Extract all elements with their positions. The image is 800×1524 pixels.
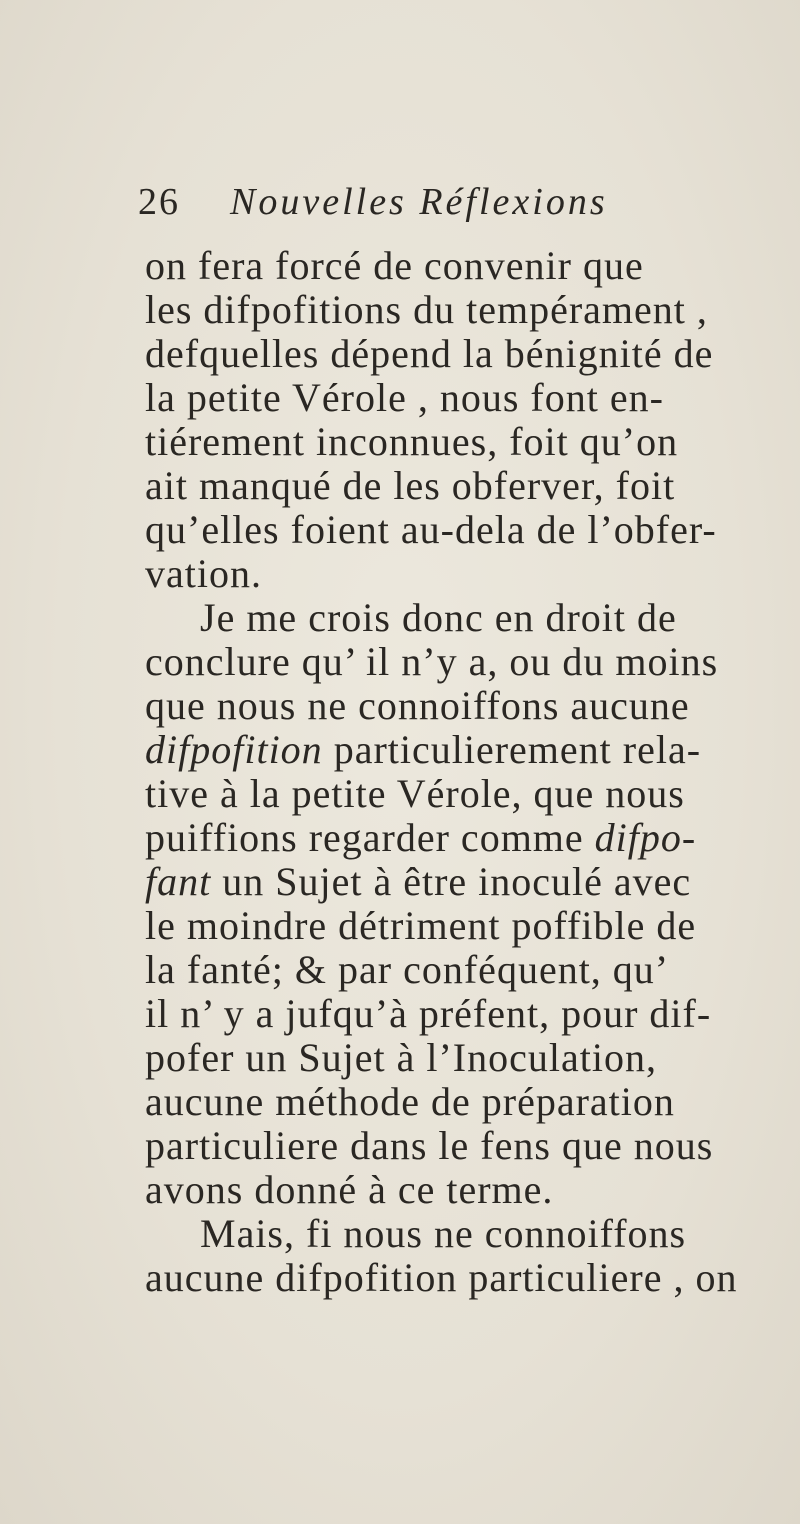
text-line: que nous ne connoiffons aucune: [145, 683, 690, 728]
line-rest: un Sujet à être inoculé avec: [211, 859, 692, 904]
text-line: defquelles dépend la bénignité de: [145, 331, 714, 376]
text-line: tiérement inconnues, foit qu’on: [145, 419, 679, 464]
line-rest: particulierement rela-: [322, 727, 702, 772]
text-line: il n’ y a jufqu’à préfent, pour dif-: [145, 991, 712, 1036]
italic-word: difpofition: [145, 727, 323, 772]
running-title: Nouvelles Réflexions: [230, 181, 608, 223]
text-line: Mais, fi nous ne connoiffons: [200, 1211, 687, 1256]
text-line: Je me crois donc en droit de: [200, 595, 677, 640]
text-line: la petite Vérole , nous font en-: [145, 375, 664, 420]
text-line: aucune méthode de préparation: [145, 1079, 675, 1124]
text-line: avons donné à ce terme.: [145, 1167, 554, 1212]
text-line: particuliere dans le fens que nous: [145, 1123, 714, 1168]
text-line: les difpofitions du tempérament ,: [145, 287, 708, 332]
text-line: ait manqué de les obferver, foit: [145, 463, 676, 508]
text-line: la fanté; & par conféquent, qu’: [145, 947, 670, 992]
text-line: tive à la petite Vérole, que nous: [145, 771, 685, 816]
text-line: vation.: [145, 551, 262, 596]
text-line: [145, 816, 696, 860]
text-line: on fera forcé de convenir que: [145, 243, 644, 288]
text-line: [145, 728, 701, 772]
text-line: conclure qu’ il n’y a, ou du moins: [145, 639, 719, 684]
italic-word: fant: [145, 859, 212, 904]
text-line: qu’elles foient au-dela de l’obfer-: [145, 507, 717, 552]
line-lead: puiffions regarder comme: [145, 815, 595, 860]
text-line: le moindre détriment poffible de: [145, 903, 697, 948]
page-number: 26: [138, 181, 180, 223]
italic-word: difpo-: [594, 815, 697, 860]
text-line: [145, 860, 691, 904]
text-line: pofer un Sujet à l’Inoculation,: [145, 1035, 657, 1080]
page-header: [138, 180, 738, 236]
text-line: aucune difpofition particuliere , on: [145, 1255, 738, 1300]
